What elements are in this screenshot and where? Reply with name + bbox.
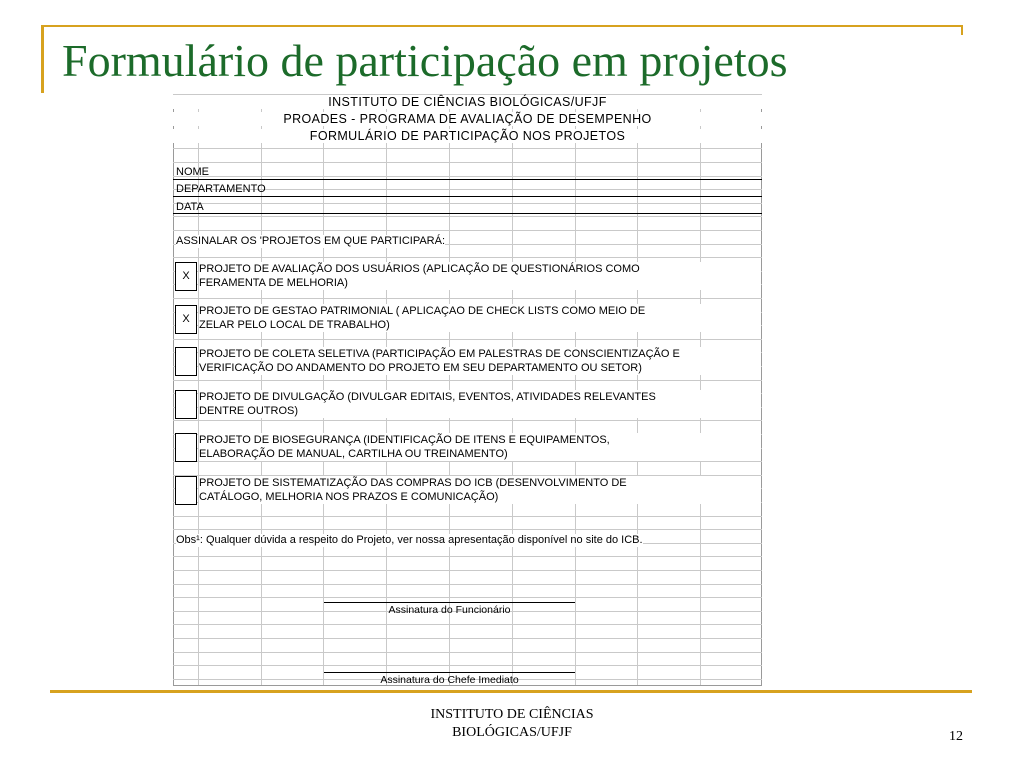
grid-row-line	[173, 529, 762, 530]
field-nome-label: NOME	[176, 166, 209, 178]
field-departamento-line	[173, 196, 762, 197]
project-4-line1: PROJETO DE DIVULGAÇÃO (DIVULGAR EDITAIS, EVENTOS, ATIVIDADES RELEVANTES	[199, 391, 656, 403]
grid-row-line	[173, 516, 762, 517]
slide-title: Formulário de participação em projetos	[62, 35, 788, 86]
project-4-line2: DENTRE OUTROS)	[199, 405, 298, 417]
slide-number: 12	[949, 729, 963, 744]
project-6-line1: PROJETO DE SISTEMATIZAÇÃO DAS COMPRAS DO ICB (DESENVOLVIMENTO DE	[199, 477, 627, 489]
project-1-description	[199, 262, 761, 290]
project-2-line1: PROJETO DE GESTAO PATRIMONIAL ( APLICAÇAO DE CHECK LISTS COMO MEIO DE	[199, 305, 646, 317]
form-note: Obs¹: Qualquer dúvida a respeito do Projeto, ver nossa apresentação disponível no site do ICB.	[176, 534, 643, 546]
grid-row-line	[173, 216, 762, 217]
grid-row-line	[173, 652, 762, 653]
grid-row-line	[173, 380, 762, 381]
project-5-line1: PROJETO DE BIOSEGURANÇA (IDENTIFICAÇÃO DE ITENS E EQUIPAMENTOS,	[199, 434, 610, 446]
project-3-line2: VERIFICAÇÃO DO ANDAMENTO DO PROJETO EM SEU DEPARTAMENTO OU SETOR)	[199, 362, 642, 374]
project-1-checkbox[interactable]: X	[175, 262, 197, 291]
project-4-description	[199, 390, 761, 418]
project-5-description	[199, 433, 761, 461]
project-5-line2: ELABORAÇÃO DE MANUAL, CARTILHA OU TREINAMENTO)	[199, 448, 508, 460]
chief-signature-line	[324, 672, 575, 673]
form-header-program: PROADES - PROGRAMA DE AVALIAÇÃO DE DESEMPENHO	[173, 112, 762, 126]
title-accent-vertical-line	[41, 25, 44, 93]
employee-signature-label: Assinatura do Funcionário	[388, 604, 511, 616]
grid-row-line	[173, 176, 762, 177]
project-5-checkbox[interactable]	[175, 433, 197, 462]
title-accent-top-line	[41, 25, 963, 27]
grid-row-line	[173, 624, 762, 625]
grid-row-line	[173, 570, 762, 571]
field-data-line	[173, 213, 762, 214]
instruction-text: ASSINALAR OS 'PROJETOS EM QUE PARTICIPARÁ:	[176, 235, 446, 247]
grid-row-line	[173, 584, 762, 585]
grid-row-line	[173, 203, 762, 204]
grid-row-line	[173, 597, 762, 598]
title-accent-corner	[961, 25, 963, 35]
grid-row-line	[173, 556, 762, 557]
project-3-line1: PROJETO DE COLETA SELETIVA (PARTICIPAÇÃO EM PALESTRAS DE CONSCIENTIZAÇÃO E	[199, 348, 680, 360]
field-nome-line	[173, 179, 762, 180]
grid-row-line	[173, 162, 762, 163]
grid-row-line	[173, 665, 762, 666]
grid-row-line	[173, 461, 762, 462]
project-2-checkbox[interactable]: X	[175, 305, 197, 334]
grid-row-line	[173, 420, 762, 421]
project-2-line2: ZELAR PELO LOCAL DE TRABALHO)	[199, 319, 390, 331]
grid-row-line	[173, 230, 762, 231]
employee-signature-line	[324, 602, 575, 603]
chief-signature-label: Assinatura do Chefe Imediato	[380, 674, 519, 686]
footer-institution	[412, 706, 612, 742]
grid-row-line	[173, 638, 762, 639]
footer-institution-line1: INSTITUTO DE CIÊNCIAS	[430, 707, 594, 722]
form-header-institute: INSTITUTO DE CIÊNCIAS BIOLÓGICAS/UFJF	[173, 95, 762, 109]
project-3-description	[199, 347, 761, 375]
grid-row-line	[173, 298, 762, 299]
project-4-checkbox[interactable]	[175, 390, 197, 419]
grid-row-line	[173, 339, 762, 340]
project-6-line2: CATÁLOGO, MELHORIA NOS PRAZOS E COMUNICAÇÃO)	[199, 491, 499, 503]
footer-divider	[50, 690, 972, 693]
project-2-description	[199, 304, 761, 332]
project-6-description	[199, 476, 761, 504]
field-data-label: DATA	[176, 201, 204, 213]
grid-row-line	[173, 148, 762, 149]
project-1-line1: PROJETO DE AVALIAÇÃO DOS USUÁRIOS (APLICAÇÃO DE QUESTIONÁRIOS COMO	[199, 263, 640, 275]
participation-form-sheet	[173, 94, 762, 686]
form-header-form-title: FORMULÁRIO DE PARTICIPAÇÃO NOS PROJETOS	[173, 129, 762, 143]
field-departamento-label: DEPARTAMENTO	[176, 183, 266, 195]
project-3-checkbox[interactable]	[175, 347, 197, 376]
project-6-checkbox[interactable]	[175, 476, 197, 505]
grid-row-line	[173, 257, 762, 258]
footer-institution-line2: BIOLÓGICAS/UFJF	[452, 725, 572, 740]
project-1-line2: FERAMENTA DE MELHORIA)	[199, 277, 348, 289]
